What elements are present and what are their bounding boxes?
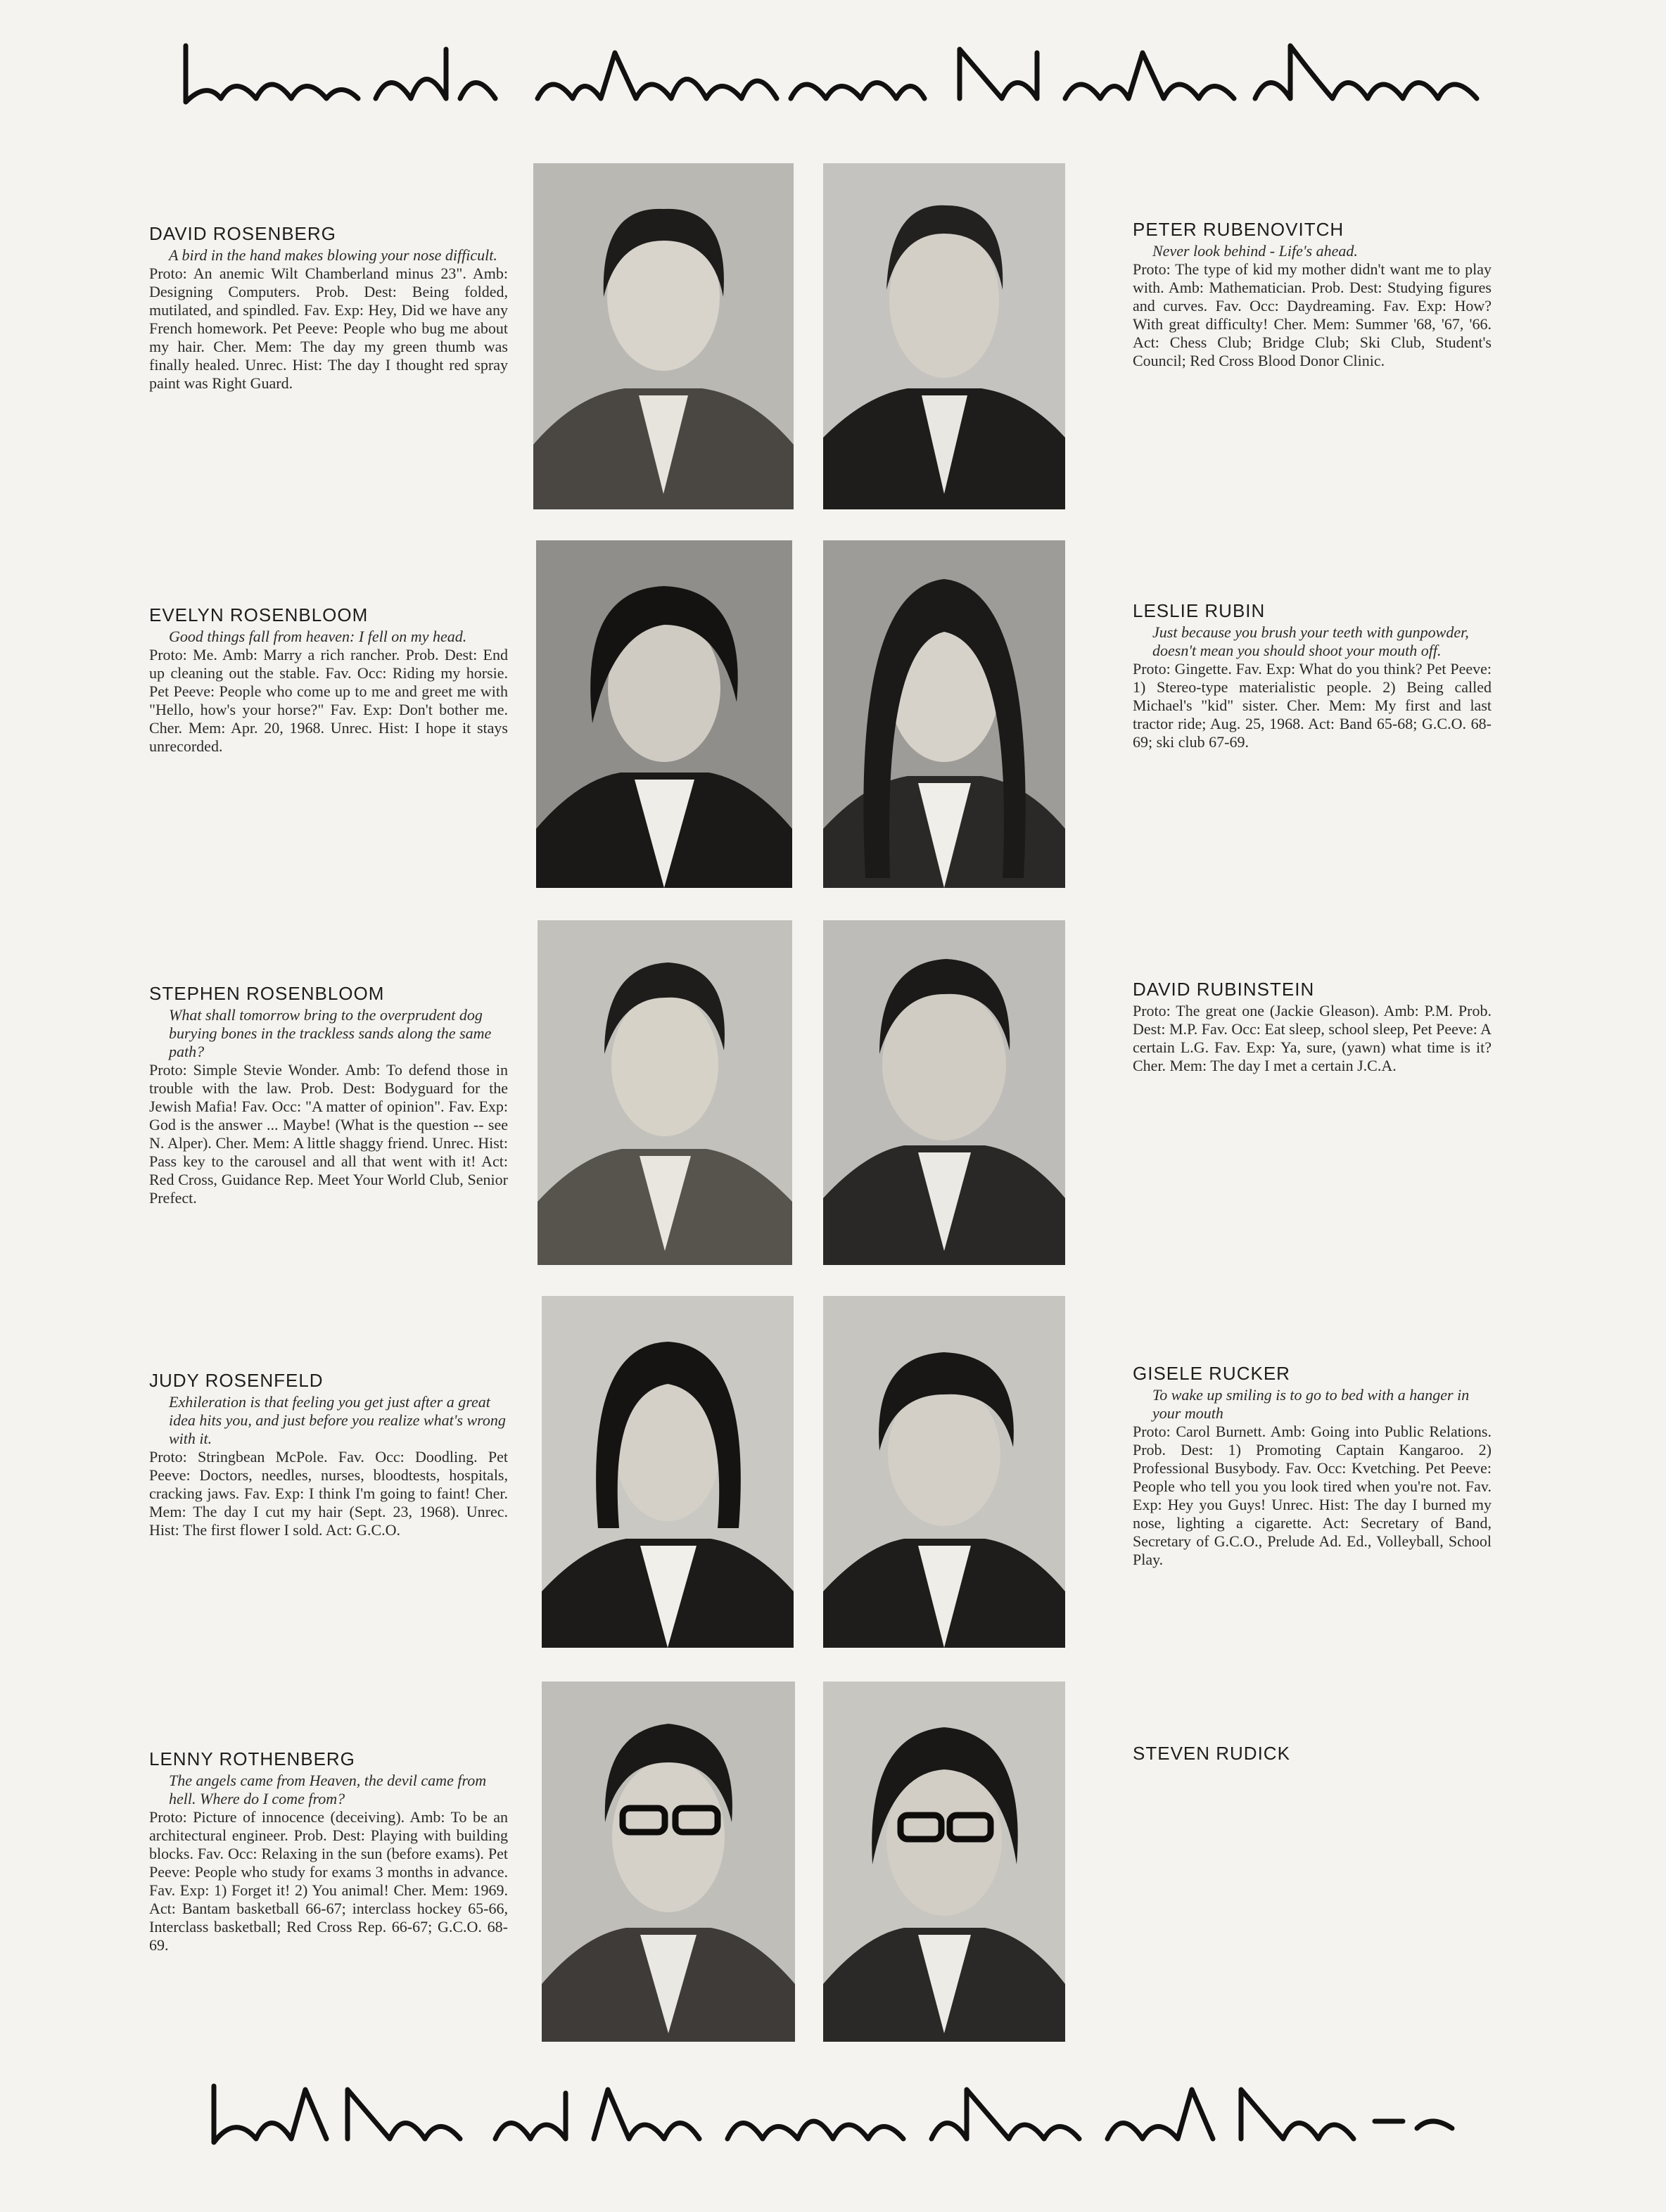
bottom-calligraphy-banner xyxy=(0,2054,1666,2174)
portrait-photo-icon xyxy=(823,1296,1065,1648)
student-entry xyxy=(149,1748,508,1954)
student-entry xyxy=(149,222,508,393)
portrait-photo-icon xyxy=(538,920,792,1265)
student-bio: Proto: The great one (Jackie Gleason). Amb: P.M. Prob. Dest: M.P. Fav. Occ: Eat sleep, school sleep, Pet Peeve: A certain L.G. Fav. Exp: Ya, sure, (yawn) what time is it? Cher. Mem: The day I met a certain J.C.A. xyxy=(1133,1002,1492,1074)
student-quote: A bird in the hand makes blowing your nose difficult. xyxy=(169,246,497,264)
student-name: STEVEN RUDICK xyxy=(1133,1743,1290,1764)
student-name: JUDY ROSENFELD xyxy=(149,1370,324,1391)
portrait-photo-icon xyxy=(823,163,1065,509)
student-quote: The angels came from Heaven, the devil came from hell. Where do I come from? xyxy=(169,1772,487,1807)
student-portrait xyxy=(823,920,1065,1265)
student-name: LESLIE RUBIN xyxy=(1133,600,1266,621)
student-bio: Proto: Gingette. Fav. Exp: What do you think? Pet Peeve: 1) Stereo-type materialistic people. 2) Being called Michael's "kid" sister. Cher. Mem: My first and last tractor ride; Aug. 25, 1968. Act: Band 65-68; G.C.O. 68-69; ski club 67-69. xyxy=(1133,660,1492,751)
student-bio: Proto: An anemic Wilt Chamberland minus 23". Amb: Designing Computers. Prob. Dest: Being folded, mutilated, and spindled. Fav. Exp: Hey, Did we have any French homework. Pet Peeve: People who bug me about my hair. Cher. Mem: The day my green thumb was finally healed. Unrec. Hist: The day I thought red spray paint was Right Guard. xyxy=(149,265,508,392)
student-entry xyxy=(149,1369,508,1539)
student-entry xyxy=(1133,1742,1492,1766)
student-bio: Proto: Simple Stevie Wonder. Amb: To defend those in trouble with the law. Prob. Dest: Bodyguard for the Jewish Mafia! Fav. Occ: "A matter of opinion". Fav. Exp: God is the answer ... Maybe! (What is the question -- see N. Alper). Cher. Mem: A little shaggy friend. Unrec. Hist: Pass key to the carousel and all that went with it! Act: Red Cross, Guidance Rep. Meet Your World Club, Senior Prefect. xyxy=(149,1061,508,1207)
student-portrait xyxy=(823,540,1065,888)
student-entry xyxy=(1133,218,1492,370)
student-name: EVELYN ROSENBLOOM xyxy=(149,604,369,625)
student-quote: Good things fall from heaven: I fell on my head. xyxy=(169,628,467,645)
portrait-photo-icon xyxy=(823,540,1065,888)
portrait-photo-icon xyxy=(542,1682,795,2042)
student-portrait xyxy=(823,1682,1065,2042)
student-bio: Proto: The type of kid my mother didn't want me to play with. Amb: Mathematician. Prob. Dest: Studying figures and curves. Fav. Occ: Daydreaming. Fav. Exp: How? With great difficulty! Cher. Mem: Summer '68, '67, '66. Act: Chess Club; Bridge Club; Ski Club, Student's Council; Red Cross Blood Donor Clinic. xyxy=(1133,260,1492,369)
student-portrait xyxy=(533,163,794,509)
portrait-photo-icon xyxy=(823,1682,1065,2042)
portrait-photo-icon xyxy=(542,1296,794,1648)
portrait-photo-icon xyxy=(536,540,792,888)
student-portrait xyxy=(538,920,792,1265)
student-entry xyxy=(149,982,508,1207)
student-quote: What shall tomorrow bring to the overprudent dog burying bones in the trackless sands along the same path? xyxy=(169,1006,492,1060)
student-portrait xyxy=(823,163,1065,509)
portrait-photo-icon xyxy=(533,163,794,509)
student-name: DAVID ROSENBERG xyxy=(149,223,336,244)
calligraphy-script-icon xyxy=(207,2072,1459,2156)
calligraphy-script-icon xyxy=(179,32,1487,116)
student-quote: Just because you brush your teeth with gunpowder, doesn't mean you should shoot your mouth off. xyxy=(1152,623,1469,659)
student-name: STEPHEN ROSENBLOOM xyxy=(149,983,385,1004)
student-name: DAVID RUBINSTEIN xyxy=(1133,979,1315,1000)
student-name: GISELE RUCKER xyxy=(1133,1363,1290,1384)
student-portrait xyxy=(536,540,792,888)
student-entry xyxy=(1133,1362,1492,1569)
student-bio: Proto: Carol Burnett. Amb: Going into Public Relations. Prob. Dest: 1) Promoting Captain Kangaroo. 2) Professional Busybody. Fav. Occ: Kvetching. Pet Peeve: People who tell you you look tired when you're not. Fav. Exp: Hey you Guys! Unrec. Hist: The day I burned my nose, lighting a cigarette. Act: Secretary of Band, Secretary of G.C.O., Prelude Ad. Ed., Volleyball, School Play. xyxy=(1133,1423,1492,1568)
student-bio: Proto: Me. Amb: Marry a rich rancher. Prob. Dest: End up cleaning out the stable. Fav. Occ: Riding my horsie. Pet Peeve: People who come up to me and greet me with "Hello, how's your horse?" Fav. Exp: Don't bother me. Cher. Mem: Apr. 20, 1968. Unrec. Hist: I hope it stays unrecorded. xyxy=(149,646,508,755)
student-quote: Never look behind - Life's ahead. xyxy=(1152,242,1358,260)
student-bio: Proto: Picture of innocence (deceiving). Amb: To be an architectural engineer. Prob. Dest: Playing with building blocks. Fav. Occ: Relaxing in the sun (before exams). Pet Peeve: People who study for exams 3 months in advance. Fav. Exp: 1) Forget it! 2) You animal! Cher. Mem: 1969. Act: Bantam basketball 66-67; interclass hockey 65-66, Interclass basketball; Red Cross Rep. 66-67; G.C.O. 68-69. xyxy=(149,1808,508,1954)
portrait-photo-icon xyxy=(823,920,1065,1265)
student-entry xyxy=(149,604,508,756)
student-portrait xyxy=(542,1682,795,2042)
student-bio: Proto: Stringbean McPole. Fav. Occ: Doodling. Pet Peeve: Doctors, needles, nurses, bloodtests, hospitals, cracking jaws. Fav. Exp: I think I'm going to faint! Cher. Mem: The day I cut my hair (Sept. 23, 1968). Unrec. Hist: The first flower I sold. Act: G.C.O. xyxy=(149,1448,508,1539)
student-quote: Exhileration is that feeling you get just after a great idea hits you, and just before you realize what's wrong with it. xyxy=(169,1393,506,1447)
student-entry xyxy=(1133,599,1492,751)
student-name: LENNY ROTHENBERG xyxy=(149,1748,355,1769)
student-portrait xyxy=(542,1296,794,1648)
student-portrait xyxy=(823,1296,1065,1648)
student-name: PETER RUBENOVITCH xyxy=(1133,219,1344,240)
student-entry xyxy=(1133,978,1492,1075)
top-calligraphy-banner xyxy=(0,14,1666,134)
student-quote: To wake up smiling is to go to bed with a hanger in your mouth xyxy=(1152,1386,1470,1422)
